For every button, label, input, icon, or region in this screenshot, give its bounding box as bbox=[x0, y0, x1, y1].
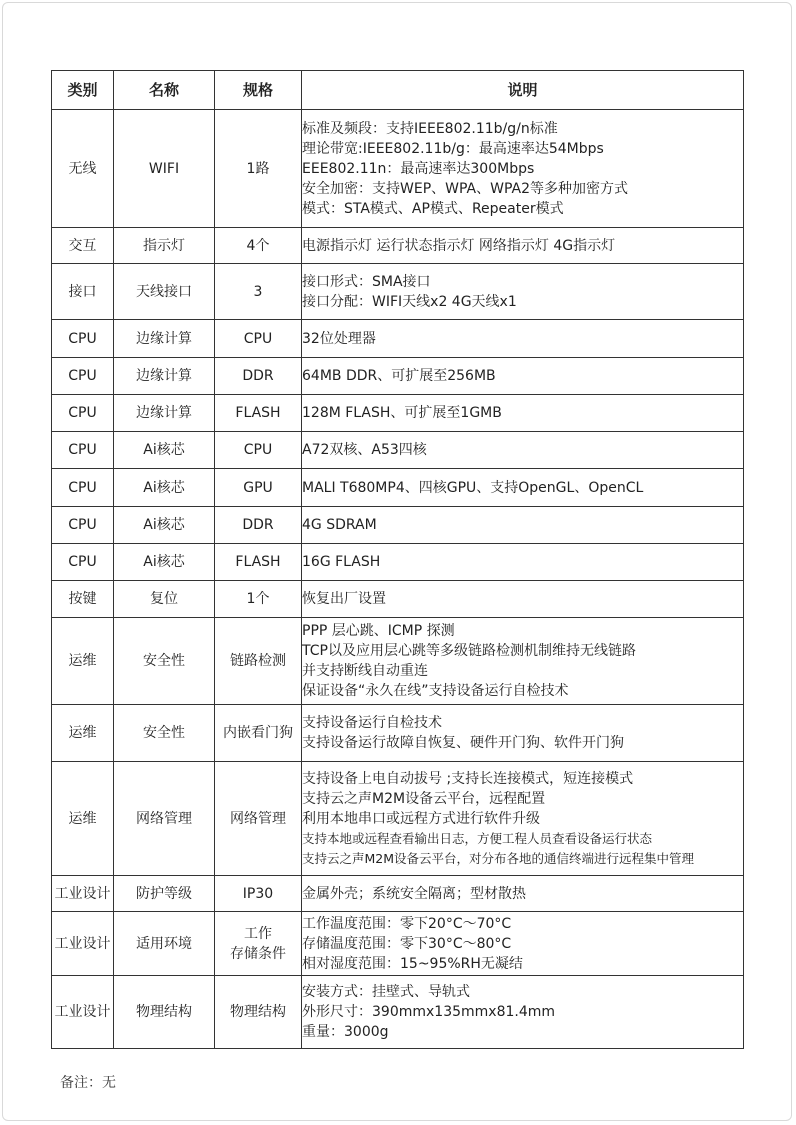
cell-name: 安全性 bbox=[114, 618, 215, 705]
description-line: 支持设备上电自动拔号 ;支持长连接模式，短连接模式 bbox=[302, 770, 634, 787]
cell-name: 网络管理 bbox=[114, 762, 215, 876]
cell-description bbox=[302, 228, 744, 264]
cell-description bbox=[302, 618, 744, 705]
cell-description bbox=[302, 876, 744, 912]
spec-table bbox=[51, 70, 744, 1049]
table-row bbox=[52, 544, 744, 581]
cell-category: 运维 bbox=[52, 705, 114, 762]
cell-category: CPU bbox=[52, 544, 114, 581]
description-line: MALI T680MP4、四核GPU、支持OpenGL、OpenCL bbox=[302, 479, 644, 496]
cell-description bbox=[302, 544, 744, 581]
footnote: 备注：无 bbox=[60, 1075, 116, 1091]
description-line: 金属外壳；系统安全隔离；型材散热 bbox=[302, 885, 526, 902]
table-row bbox=[52, 618, 744, 705]
description-line: 相对湿度范围：15~95%RH无凝结 bbox=[302, 955, 523, 972]
cell-name: 适用环境 bbox=[114, 912, 215, 976]
cell-category: CPU bbox=[52, 395, 114, 432]
description-line: 64MB DDR、可扩展至256MB bbox=[302, 368, 496, 384]
header-category: 类别 bbox=[52, 71, 114, 110]
description-line: 32位处理器 bbox=[302, 330, 376, 347]
table-header-row bbox=[52, 71, 744, 110]
cell-category: 工业设计 bbox=[52, 976, 114, 1049]
header-description: 说明 bbox=[302, 71, 744, 110]
cell-description bbox=[302, 976, 744, 1049]
cell-name: 边缘计算 bbox=[114, 395, 215, 432]
table-row bbox=[52, 705, 744, 762]
cell-spec: IP30 bbox=[215, 876, 302, 912]
description-line: 模式：STA模式、AP模式、Repeater模式 bbox=[302, 200, 564, 217]
cell-category: CPU bbox=[52, 320, 114, 358]
description-line: A72双核、A53四核 bbox=[302, 442, 427, 458]
cell-name: 物理结构 bbox=[114, 976, 215, 1049]
cell-category: CPU bbox=[52, 507, 114, 544]
cell-spec: 内嵌看门狗 bbox=[215, 705, 302, 762]
cell-spec: 网络管理 bbox=[215, 762, 302, 876]
description-line: 接口分配：WIFI天线x2 4G天线x1 bbox=[302, 293, 517, 310]
cell-spec: 工作 存储条件 bbox=[215, 912, 302, 976]
description-line: 128M FLASH、可扩展至1GMB bbox=[302, 405, 502, 421]
cell-name: Ai核芯 bbox=[114, 432, 215, 469]
cell-spec: 1个 bbox=[215, 581, 302, 618]
description-line: 并支持断线自动重连 bbox=[302, 663, 428, 679]
cell-category: 接口 bbox=[52, 264, 114, 320]
cell-category: CPU bbox=[52, 432, 114, 469]
cell-description bbox=[302, 581, 744, 618]
description-line: 外形尺寸：390mmx135mmx81.4mm bbox=[302, 1004, 556, 1020]
description-line: PPP 层心跳、ICMP 探测 bbox=[302, 623, 455, 639]
table-row bbox=[52, 976, 744, 1049]
description-line: 支持设备运行故障自恢复、硬件开门狗、软件开门狗 bbox=[302, 735, 624, 751]
table-row bbox=[52, 395, 744, 432]
table-row bbox=[52, 228, 744, 264]
cell-spec: GPU bbox=[215, 469, 302, 507]
cell-name: Ai核芯 bbox=[114, 544, 215, 581]
cell-description bbox=[302, 395, 744, 432]
cell-spec: 物理结构 bbox=[215, 976, 302, 1049]
cell-spec: DDR bbox=[215, 507, 302, 544]
table-row bbox=[52, 320, 744, 358]
cell-category: 交互 bbox=[52, 228, 114, 264]
description-line: EEE802.11n：最高速率达300Mbps bbox=[302, 160, 535, 177]
cell-name: 防护等级 bbox=[114, 876, 215, 912]
table-row bbox=[52, 581, 744, 618]
cell-description bbox=[302, 320, 744, 358]
description-line: 恢复出厂设置 bbox=[302, 591, 386, 607]
description-line: 支持云之声M2M设备云平台，对分布各地的通信终端进行远程集中管理 bbox=[302, 850, 695, 866]
cell-name: 指示灯 bbox=[114, 228, 215, 264]
table-row bbox=[52, 507, 744, 544]
cell-category: 无线 bbox=[52, 110, 114, 228]
description-line: 接口形式：SMA接口 bbox=[302, 273, 431, 290]
cell-category: CPU bbox=[52, 469, 114, 507]
description-line: 重量：3000g bbox=[302, 1024, 389, 1040]
table-row bbox=[52, 912, 744, 976]
cell-spec: CPU bbox=[215, 432, 302, 469]
cell-spec: 链路检测 bbox=[215, 618, 302, 705]
cell-description bbox=[302, 432, 744, 469]
cell-spec: 1路 bbox=[215, 110, 302, 228]
cell-category: 运维 bbox=[52, 618, 114, 705]
cell-description bbox=[302, 358, 744, 395]
cell-spec: 4个 bbox=[215, 228, 302, 264]
cell-name: Ai核芯 bbox=[114, 507, 215, 544]
cell-description bbox=[302, 264, 744, 320]
table-row bbox=[52, 762, 744, 876]
cell-description bbox=[302, 110, 744, 228]
table-row bbox=[52, 110, 744, 228]
cell-name: WIFI bbox=[114, 110, 215, 228]
description-line: 安全加密：支持WEP、WPA、WPA2等多种加密方式 bbox=[302, 180, 628, 197]
cell-description bbox=[302, 469, 744, 507]
table-row bbox=[52, 358, 744, 395]
description-line: 存储温度范围：零下30°C～80°C bbox=[302, 935, 512, 952]
cell-description bbox=[302, 705, 744, 762]
description-line: 标准及频段：支持IEEE802.11b/g/n标准 bbox=[302, 120, 558, 137]
cell-name: 安全性 bbox=[114, 705, 215, 762]
description-line: 电源指示灯 运行状态指示灯 网络指示灯 4G指示灯 bbox=[302, 237, 616, 254]
cell-category: 工业设计 bbox=[52, 912, 114, 976]
cell-category: 按键 bbox=[52, 581, 114, 618]
cell-name: 天线接口 bbox=[114, 264, 215, 320]
description-line: 支持设备运行自检技术 bbox=[302, 715, 442, 731]
description-line: 保证设备“永久在线”支持设备运行自检技术 bbox=[302, 683, 569, 699]
cell-description bbox=[302, 507, 744, 544]
description-line: 支持本地或远程查看输出日志，方便工程人员查看设备运行状态 bbox=[302, 830, 653, 846]
description-line: 安装方式：挂壁式、导轨式 bbox=[302, 984, 470, 1000]
cell-name: 边缘计算 bbox=[114, 358, 215, 395]
table-row bbox=[52, 264, 744, 320]
header-name: 名称 bbox=[114, 71, 215, 110]
table-body bbox=[52, 110, 744, 1049]
description-line: TCP以及应用层心跳等多级链路检测机制维持无线链路 bbox=[302, 643, 636, 659]
cell-spec: 3 bbox=[215, 264, 302, 320]
description-line: 理论带宽:IEEE802.11b/g：最高速率达54Mbps bbox=[302, 140, 604, 157]
cell-spec: CPU bbox=[215, 320, 302, 358]
cell-description bbox=[302, 762, 744, 876]
cell-name: Ai核芯 bbox=[114, 469, 215, 507]
cell-spec: FLASH bbox=[215, 544, 302, 581]
cell-category: 工业设计 bbox=[52, 876, 114, 912]
description-line: 利用本地串口或远程方式进行软件升级 bbox=[302, 810, 540, 827]
table-row bbox=[52, 876, 744, 912]
description-line: 16G FLASH bbox=[302, 554, 381, 570]
cell-spec: FLASH bbox=[215, 395, 302, 432]
cell-category: 运维 bbox=[52, 762, 114, 876]
description-line: 4G SDRAM bbox=[302, 517, 377, 533]
cell-category: CPU bbox=[52, 358, 114, 395]
cell-spec: DDR bbox=[215, 358, 302, 395]
description-line: 支持云之声M2M设备云平台，远程配置 bbox=[302, 790, 546, 807]
cell-name: 边缘计算 bbox=[114, 320, 215, 358]
header-spec: 规格 bbox=[215, 71, 302, 110]
description-line: 工作温度范围：零下20°C～70°C bbox=[302, 915, 512, 932]
table-row bbox=[52, 432, 744, 469]
table-row bbox=[52, 469, 744, 507]
cell-description bbox=[302, 912, 744, 976]
cell-name: 复位 bbox=[114, 581, 215, 618]
